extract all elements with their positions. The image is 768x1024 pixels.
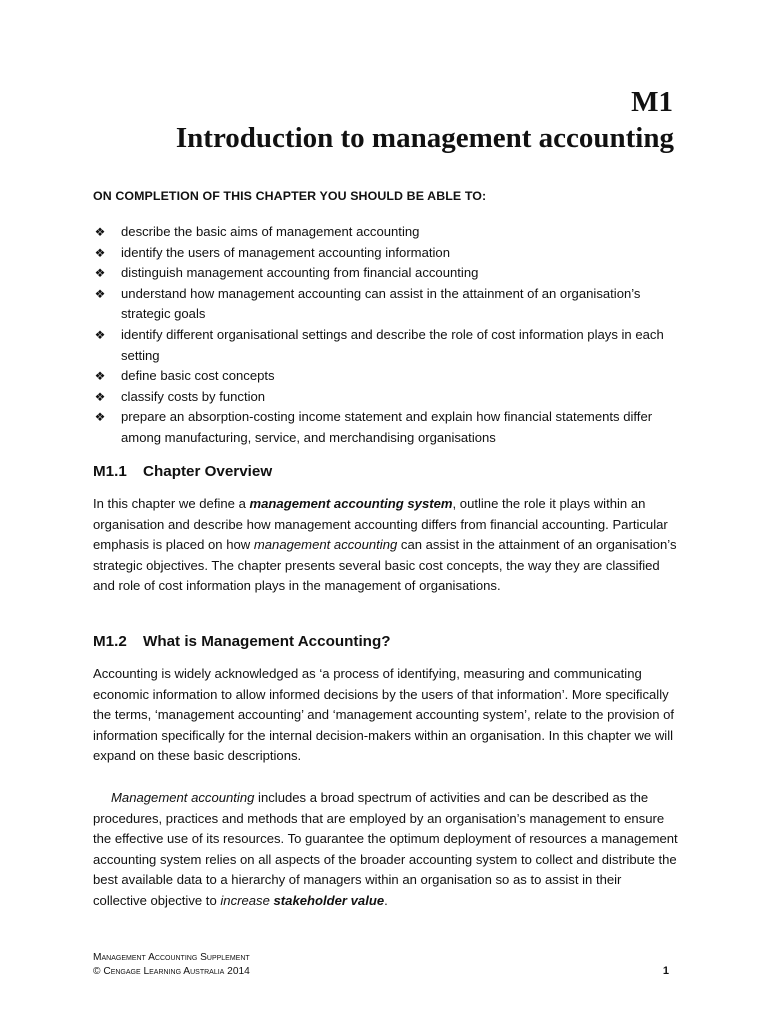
- section-heading-what-is: [93, 633, 391, 650]
- footer-publication: Management Accounting Supplement: [93, 952, 250, 963]
- emphasis-term: increase: [220, 892, 270, 908]
- objective-text: distinguish management accounting from financial accounting: [121, 265, 479, 281]
- diamond-bullet-icon: ❖: [94, 286, 106, 301]
- diamond-bullet-icon: ❖: [94, 327, 106, 342]
- objectives-heading: ON COMPLETION OF THIS CHAPTER YOU SHOULD BE ABLE TO:: [93, 189, 487, 203]
- overview-paragraph: In this chapter we define a management accounting system, outline the role it plays within an organisation and describe how management accounting differs from financial accounting. Particular emphasis is placed on how management accounting can assist in the attainment of an organisation’s strategic objectives. The chapter presents several basic cost concepts, the way they are classified and role of cost information plays in the management of organisations.: [93, 496, 677, 594]
- diamond-bullet-icon: ❖: [94, 266, 106, 281]
- footer-copyright: © Cengage Learning Australia 2014: [93, 966, 250, 977]
- diamond-bullet-icon: ❖: [94, 389, 106, 404]
- management-accounting-paragraph: Management accounting includes a broad spectrum of activities and can be described as the procedures, practices and methods that are employed by an organisation’s management to ensure the effective use of its resources. To guarantee the optimum deployment of resources a management accounting system relies on all aspects of the broader accounting system to collect and distribute the best available data to a hierarchy of managers within an organisation so as to assist in their collective objective to increase stakeholder value.: [93, 790, 678, 908]
- diamond-bullet-icon: ❖: [94, 225, 106, 239]
- objective-item: [93, 387, 678, 408]
- objective-text: classify costs by function: [121, 388, 266, 404]
- diamond-bullet-icon: ❖: [94, 369, 106, 384]
- section-title: What is Management Accounting?: [143, 633, 391, 650]
- objective-item: [93, 407, 678, 448]
- chapter-title: Introduction to management accounting: [175, 122, 674, 154]
- objective-text: define basic cost concepts: [121, 368, 275, 384]
- section-number: M1.2: [93, 633, 127, 650]
- definition-paragraph: Accounting is widely acknowledged as ‘a process of identifying, measuring and communicating economic information to allow informed decisions by the users of that information’. More specifically the terms, ‘management accounting’ and ‘management accounting system’, relate to the provision of information specifically for the internal decision-makers within an organisation. In this chapter we will expand on these basic descriptions.: [93, 666, 675, 764]
- diamond-bullet-icon: ❖: [94, 245, 106, 260]
- objectives-list: [93, 222, 678, 449]
- objective-item: [93, 222, 678, 243]
- diamond-bullet-icon: ❖: [94, 410, 106, 425]
- section-heading-overview: [93, 463, 272, 480]
- page-number: 1: [662, 965, 669, 977]
- emphasis-term: stakeholder value: [273, 892, 385, 908]
- objective-text: identify the users of management accounting information: [121, 244, 450, 260]
- objective-text: describe the basic aims of management accounting: [121, 224, 420, 239]
- objective-text: identify different organisational settings and describe the role of cost information plays in each setting: [121, 326, 664, 363]
- emphasis-term: Management accounting: [111, 790, 255, 805]
- objective-text: prepare an absorption-costing income statement and explain how financial statements differ among manufacturing, service, and merchandising organisations: [121, 409, 653, 445]
- objective-item: [93, 243, 678, 264]
- objective-text: understand how management accounting can assist in the attainment of an organisation’s strategic goals: [121, 285, 641, 322]
- emphasis-term: management accounting system: [249, 496, 453, 511]
- section-title: Chapter Overview: [143, 463, 273, 480]
- objective-item: [93, 263, 678, 284]
- emphasis-term: management accounting: [253, 537, 398, 553]
- objective-item: [93, 366, 678, 387]
- page-footer: [93, 951, 250, 979]
- chapter-number: M1: [631, 86, 673, 118]
- objective-item: [93, 284, 678, 325]
- objective-item: [93, 325, 678, 366]
- section-number: M1.1: [93, 463, 127, 480]
